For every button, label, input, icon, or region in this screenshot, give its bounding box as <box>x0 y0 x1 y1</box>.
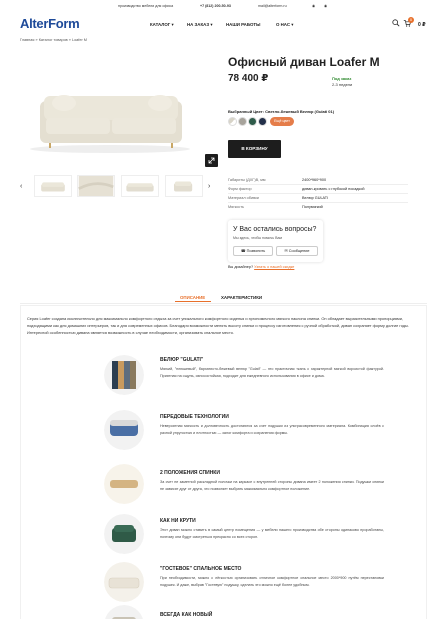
nav-item-works[interactable]: НАШИ РАБОТЫ <box>226 22 261 27</box>
bed-icon <box>104 562 144 602</box>
feature-text: При необходимости, можно с лёгкостью организовать отличное комфортное спальное место 2000*900 путём перестановки подушек. И даже, выбрав "Гостевую" подушку, сделать это можно ещё более удобным. <box>160 576 384 587</box>
feature-title: КАК НИ КРУТИ <box>160 518 196 524</box>
message-button[interactable]: ✉ Сообщение <box>276 246 318 256</box>
zoom-button[interactable] <box>205 154 218 167</box>
product-title: Офисный диван Loafer M <box>228 55 380 69</box>
spec-label: Габариты (ДХГ)В, мм <box>228 178 266 182</box>
backrest-icon <box>104 464 144 504</box>
spec-value: диван-кровать с глубокой посадкой <box>302 187 365 191</box>
designer-discount-link[interactable]: Узнать о нашей скидке <box>254 265 295 269</box>
color-swatch[interactable] <box>228 117 237 126</box>
nav-item-custom[interactable]: НА ЗАКАЗ ▾ <box>187 22 213 27</box>
foam-icon <box>104 410 144 450</box>
product-price: 78 400 ₽ <box>228 73 269 84</box>
spec-label: Материал обивки <box>228 196 259 200</box>
feature-text: Этот диван можно ставить в самый центр помещения — у мебели нашего производства обе стороны одинаково проработаны, поэтому они будут смотреться прекрасно со всех сторон. <box>160 528 384 539</box>
phone-icon: ☎ <box>240 249 247 253</box>
top-bar <box>0 0 447 13</box>
whatsapp-icon[interactable]: ◉ <box>324 4 328 8</box>
topbar-tagline: производство мебели для офиса <box>118 4 174 8</box>
gallery-thumb[interactable] <box>121 175 159 197</box>
breadcrumb-home[interactable]: Главная <box>20 38 35 42</box>
feature-title: ВСЕГДА КАК НОВЫЙ <box>160 612 213 618</box>
call-button[interactable]: ☎ Позвонить <box>233 246 273 256</box>
sofa-icon <box>104 514 144 554</box>
questions-subtitle: Мы здесь, чтобы помочь Вам <box>233 236 282 240</box>
nav-item-about[interactable]: О НАС ▾ <box>276 22 294 27</box>
divider <box>20 303 427 304</box>
breadcrumb-separator: » <box>35 38 38 42</box>
availability-status: Под заказ <box>332 76 352 81</box>
site-logo[interactable]: AlterForm <box>20 16 80 31</box>
breadcrumb <box>20 38 87 42</box>
spec-value: 2400*960*900 <box>302 178 327 182</box>
color-swatch[interactable] <box>238 117 247 126</box>
gallery-thumb[interactable] <box>165 175 203 197</box>
feature-title: "ГОСТЕВОЕ" СПАЛЬНОЕ МЕСТО <box>160 566 242 572</box>
tab-description[interactable]: ОПИСАНИЕ <box>180 295 206 300</box>
active-tab-indicator <box>175 301 211 302</box>
spec-label: Форм фактор <box>228 187 252 191</box>
breadcrumb-current: Loafer M <box>71 38 87 42</box>
product-main-image[interactable] <box>20 46 216 172</box>
feature-text: Мягкий, "плюшевый", бархатисто-бежевый велюр "Gulati" — это практичная ткань с характерной мягкой ворсистой фактурой. Приятная на ощупь, износостойкая, подходит для ежедневного использования в офисе и дома. <box>160 367 384 378</box>
spec-label: Мягкость <box>228 205 245 209</box>
spec-value: Велюр GULATI <box>302 196 329 200</box>
gallery-prev-arrow[interactable]: ‹ <box>20 183 23 190</box>
more-colors-button[interactable]: Ещё цвет <box>270 117 294 126</box>
fabric-icon <box>104 355 144 395</box>
lead-time: 2-3 недели <box>332 82 353 87</box>
search-icon[interactable] <box>392 19 400 27</box>
feature-title: 2 ПОЛОЖЕНИЯ СПИНКИ <box>160 470 220 476</box>
gallery-thumb[interactable] <box>34 175 72 197</box>
feature-text: За счет не заметной раскладной полочки на каркасе с внутренней стороны дивана имеет 2 положения спинки. Подушки спинки не зависят друг от друга, что позволяет выбрать максимально комфортное положение. <box>160 480 384 491</box>
telegram-icon[interactable]: ◉ <box>312 4 316 8</box>
expand-icon <box>205 154 218 167</box>
topbar-phone[interactable]: +7 (812) 200-50-93 <box>200 4 231 8</box>
feature-title: ВЕЛЮР "GULATI" <box>160 357 204 363</box>
cart-count-badge: 0 <box>409 17 413 22</box>
breadcrumb-catalog[interactable]: Каталог товаров <box>38 38 68 42</box>
breadcrumb-separator: » <box>68 38 71 42</box>
nav-item-catalog[interactable]: КАТАЛОГ ▾ <box>150 22 174 27</box>
spec-value: Полумягкий <box>302 205 323 209</box>
selected-color-label: Выбранный Цвет: Светло-бежевый Велюр (Gulati 01) <box>228 109 335 114</box>
gallery-next-arrow[interactable]: › <box>208 183 211 190</box>
feature-text: Невероятная мягкость и долговечность достигаются за счет подушки из ультрасовременного материала. Комбинация слоёв с разной упругостью и плотностью — залог комфорта и сохранения формы. <box>160 424 384 435</box>
divider <box>228 184 408 185</box>
color-swatch[interactable] <box>248 117 257 126</box>
site-header <box>0 13 447 35</box>
feature-title: ПЕРЕДОВЫЕ ТЕХНОЛОГИИ <box>160 414 229 420</box>
color-swatch[interactable] <box>258 117 267 126</box>
add-to-cart-button[interactable]: В КОРЗИНУ <box>228 140 281 158</box>
questions-title: У Вас остались вопросы? <box>233 226 317 233</box>
topbar-email[interactable]: mail@alterform.ru <box>258 4 287 8</box>
gallery-thumb[interactable] <box>77 175 115 197</box>
divider <box>228 202 408 203</box>
description-text: Серия Loafer создана исключительно для максимально комфортного отдыха за счет уникального комфортного сиденья и эргономичного мягкого наклона спинки. Он обладает выразительными пропорциями, подходящими как для домашних интерьеров, так и для современных офисов. Благодаря возможности менять высоту спинки и процессу изготовления с ручной обработкой, диван сохраняет форму долгие годы. Интересной особенностью дивана является возможность в случае необходимости, организовать спальное место. <box>27 316 409 335</box>
message-icon: ✉ <box>284 249 289 253</box>
tab-specs[interactable]: ХАРАКТЕРИСТИКИ <box>221 295 263 300</box>
cart-total[interactable]: 0 ₽ <box>418 22 426 28</box>
divider <box>228 193 408 194</box>
designer-note: Вы дизайнер? Узнать о нашей скидке <box>228 265 295 269</box>
